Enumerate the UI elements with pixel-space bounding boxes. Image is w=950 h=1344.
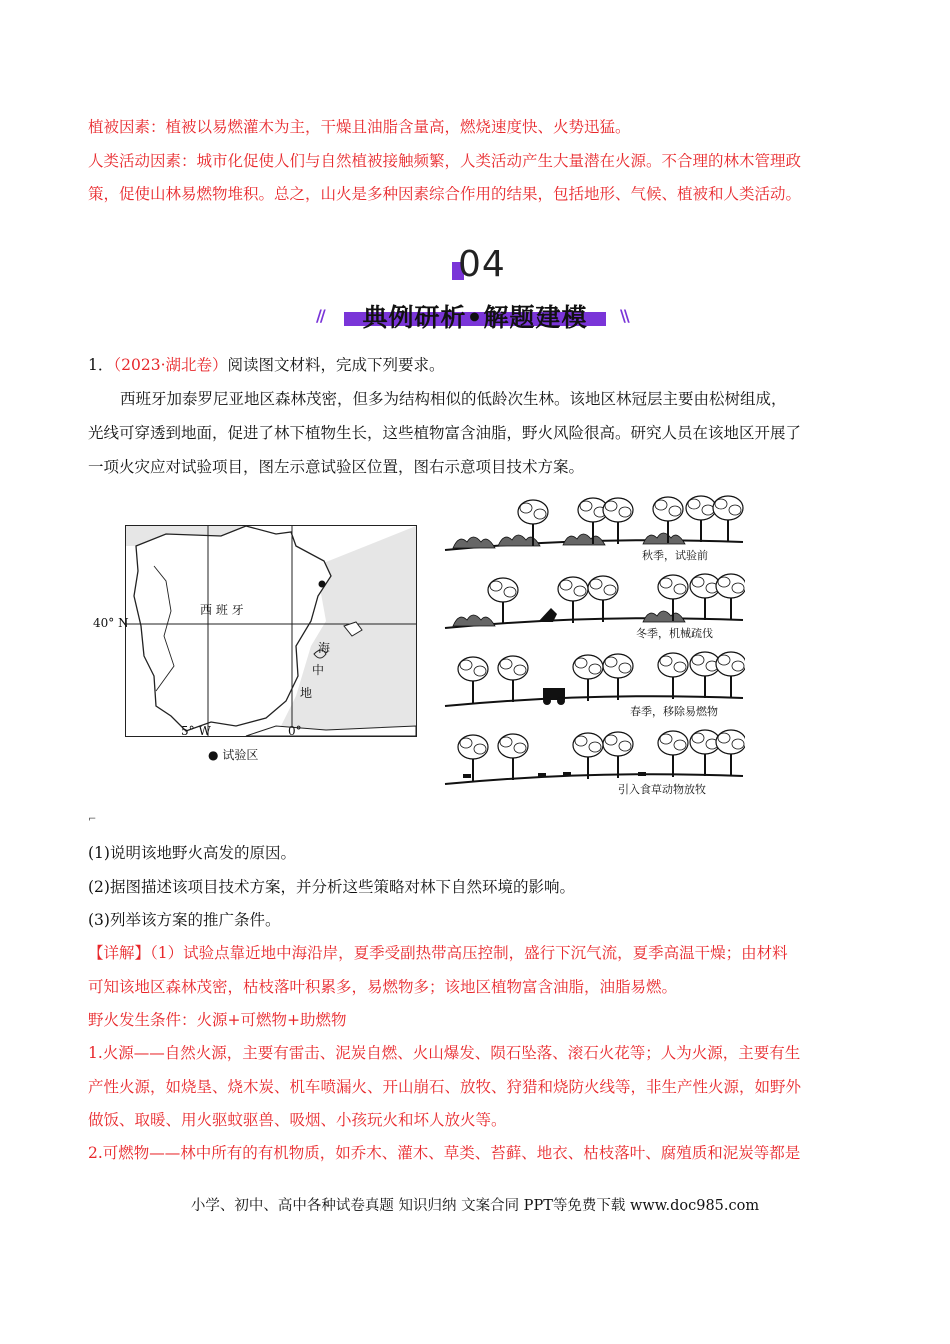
- human-factor-text-2: 策，促使山林易燃物堆积。总之，山火是多种因素综合作用的结果，包括地形、气候、植被和人类活动。: [88, 185, 802, 203]
- answer-line-5: 产性火源，如烧垦、烧木炭、机车喷漏火、开山崩石、放牧、狩猎和烧防火线等，非生产性火源，如野外: [88, 1078, 802, 1096]
- page-footer: 小学、初中、高中各种试卷真题 知识归纳 文案合同 PPT等免费下载 www.doc985.com: [190, 1198, 760, 1214]
- scene-winter-thinning: [445, 574, 745, 628]
- map-frame: [125, 525, 417, 737]
- scene-grazing: [445, 730, 745, 784]
- answer-line-1: [88, 943, 868, 963]
- answer-line-7: 2.可燃物——林中所有的有机物质，如乔木、灌木、草类、苔藓、地衣、枯枝落叶、腐殖质和泥炭等都是: [88, 1144, 801, 1162]
- spain-map-svg: [126, 526, 416, 736]
- section-slash-left-icon: //: [316, 306, 324, 325]
- corner-mark-icon: ⌐: [88, 814, 97, 825]
- section-slash-right-icon: \\: [620, 306, 628, 325]
- answer-tag: 【详解】: [88, 944, 151, 962]
- sub-question-2: (2)据图描述该项目技术方案，并分析这些策略对林下自然环境的影响。: [88, 878, 575, 896]
- answer-line-3: 野火发生条件：火源+可燃物+助燃物: [88, 1011, 347, 1029]
- scene-label-1: 秋季，试验前: [642, 549, 708, 562]
- map-label-5w: 5° W: [181, 724, 211, 738]
- technical-scheme-figure: [443, 492, 745, 804]
- map-label-spain: 西 班 牙: [200, 603, 244, 617]
- answer-line-4: 1.火源——自然火源，主要有雷击、泥炭自燃、火山爆发、陨石坠落、滚石火花等；人为火源，主要有生: [88, 1044, 801, 1062]
- material-para-1: 西班牙加泰罗尼亚地区森林茂密，但多为结构相似的低龄次生林。该地区林冠层主要由松树组成，: [120, 390, 787, 408]
- scene-spring-remove: [445, 652, 745, 706]
- question-number: 1．: [88, 356, 114, 374]
- experiment-site-dot: [319, 581, 326, 588]
- answer-line-1-text: （1）试验点靠近地中海沿岸，夏季受副热带高压控制，盛行下沉气流，夏季高温干燥；由材料: [150, 944, 788, 962]
- map-label-sea-2: 中: [312, 663, 325, 677]
- spain-map-figure: [93, 518, 425, 773]
- map-label-sea-3: 地: [300, 686, 313, 700]
- question-prompt: 阅读图文材料，完成下列要求。: [227, 356, 445, 374]
- map-label-0: 0°: [288, 724, 302, 738]
- scenes-svg: [443, 492, 745, 804]
- map-label-latitude: 40° N: [93, 616, 129, 630]
- legend-text: 试验区: [222, 748, 259, 762]
- sub-question-3: (3)列举该方案的推广条件。: [88, 911, 281, 929]
- scene-autumn-before: [445, 496, 743, 550]
- scene-label-4: 引入食草动物放牧: [618, 783, 706, 796]
- answer-line-2: 可知该地区森林茂密，枯枝落叶积累多，易燃物多；该地区植物富含油脂，油脂易燃。: [88, 978, 678, 996]
- legend-dot-icon: ●: [208, 748, 219, 762]
- section-title: 典例研析•解题建模: [362, 303, 588, 332]
- sub-question-1: (1)说明该地野火高发的原因。: [88, 844, 296, 862]
- question-source: （2023·湖北卷）: [113, 356, 228, 374]
- vegetation-factor-text: 植被因素：植被以易燃灌木为主，干燥且油脂含量高，燃烧速度快、火势迅猛。: [88, 118, 631, 136]
- scene-label-3: 春季，移除易燃物: [630, 705, 718, 718]
- human-factor-text-1: 人类活动因素：城市化促使人们与自然植被接触频繁，人类活动产生大量潜在火源。不合理的林木管理政: [88, 152, 802, 170]
- section-number: 04: [458, 244, 506, 285]
- section-title-bar: [336, 298, 614, 332]
- question-header: [88, 355, 868, 375]
- answer-line-6: 做饭、取暖、用火驱蚊驱兽、吸烟、小孩玩火和坏人放火等。: [88, 1111, 507, 1129]
- map-legend: [208, 746, 258, 763]
- material-para-2: 光线可穿透到地面，促进了林下植物生长，这些植物富含油脂，野火风险很高。研究人员在该地区开展了: [88, 424, 802, 442]
- scene-label-2: 冬季，机械疏伐: [636, 627, 713, 640]
- material-para-3: 一项火灾应对试验项目，图左示意试验区位置，图右示意项目技术方案。: [88, 458, 585, 476]
- map-label-sea-1: 海: [318, 641, 331, 655]
